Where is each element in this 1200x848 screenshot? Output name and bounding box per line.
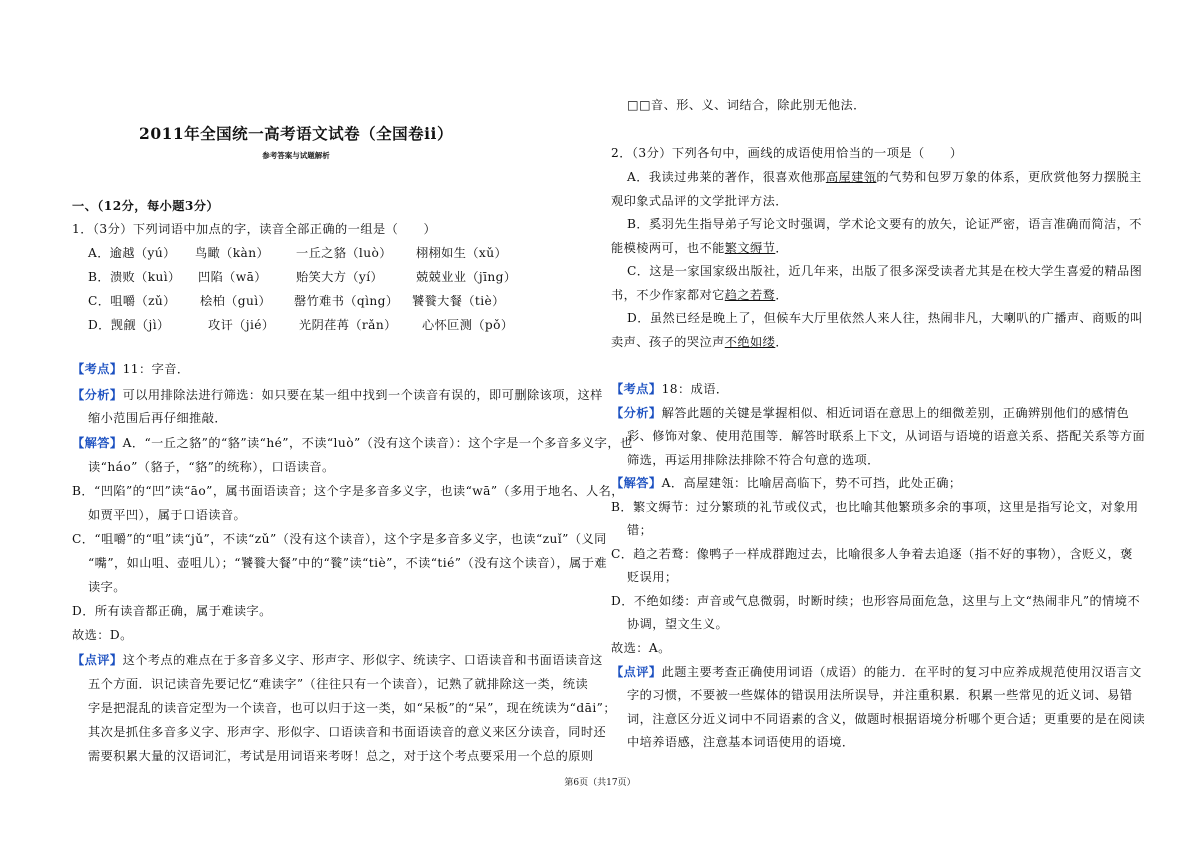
q1-option-d2: 攻讦（jié） bbox=[208, 318, 275, 332]
kaodian-text: 18：成语． bbox=[661, 382, 729, 396]
q2-jieda-line: 贬误用； bbox=[627, 570, 678, 584]
q2-fenxi-line: 彩、修饰对象、使用范围等．解答时联系上下文，从词语与语境的语意关系、搭配关系等方面 bbox=[627, 429, 1146, 443]
q2-stem: 2．（3分）下列各句中，画线的成语使用恰当的一项是（ ） bbox=[611, 146, 963, 160]
q2-dianping-line: 词，注意区分近义词中不同语素的含义，做题时根据语境分析哪个更合适；更重要的是在阅读 bbox=[627, 712, 1146, 726]
q1-jieda-line: D．所有读音都正确，属于难读字。 bbox=[72, 604, 272, 618]
q1-option-a3: 一丘之貉（luò） bbox=[296, 246, 392, 260]
q1-option-c2: 桧柏（guì） bbox=[200, 294, 272, 308]
q1-option-b1: B．溃败（kuì） bbox=[88, 270, 181, 284]
page-title: 2011年全国统一高考语文试卷（全国卷ii） bbox=[139, 124, 453, 143]
q1-dianping-line: 字是把混乱的读音定型为一个读音，也可以归于这一类，如“呆板”的“呆”，现在统读为“dāi”； bbox=[88, 701, 616, 715]
q1-option-b2: 凹陷（wā） bbox=[198, 270, 267, 284]
q1-fenxi-line: 缩小范围后再仔细推敲． bbox=[88, 411, 228, 425]
q2-option-b: B．奚羽先生指导弟子写论文时强调，学术论文要有的放矢，论证严密，语言准确而简洁，不 bbox=[627, 217, 1142, 231]
q2-b-end: ． bbox=[775, 241, 788, 255]
kaodian-text: 11：字音． bbox=[122, 362, 190, 376]
q1-kaodian bbox=[72, 361, 190, 377]
fenxi-tag: 【分析】 bbox=[72, 388, 123, 402]
q2-d-idiom: 不绝如缕 bbox=[724, 335, 776, 349]
dianping-tag: 【点评】 bbox=[611, 665, 662, 679]
kaodian-tag: 【考点】 bbox=[611, 382, 662, 396]
q2-c-idiom: 趋之若鹜 bbox=[724, 288, 776, 302]
q2-option-d-line bbox=[611, 334, 788, 350]
q1-jieda bbox=[72, 435, 633, 451]
page-footer: 第6页（共17页） bbox=[564, 778, 636, 788]
q1-option-d1: D．觊觎（jì） bbox=[88, 318, 170, 332]
q2-option-a-line: 观印象式品评的文学批评方法． bbox=[611, 194, 788, 208]
jieda-text: A．“一丘之貉”的“貉”读“hé”，不读“luò”（没有这个读音）：这个字是一个多音多义字，也 bbox=[122, 436, 633, 450]
q2-c-end: ． bbox=[775, 288, 788, 302]
q1-jieda-line: C．“咀嚼”的“咀”读“jǔ”，不读“zǔ”（没有这个读音），这个字是多音多义字，也读“zuǐ”（义同 bbox=[72, 532, 607, 546]
q1-option-d4: 心怀叵测（pǒ） bbox=[422, 318, 514, 332]
dianping-text: 这个考点的难点在于多音多义字、形声字、形似字、统读字、口语读音和书面语读音这 bbox=[122, 653, 603, 667]
section-heading: 一、（12分，每小题3分） bbox=[72, 199, 220, 213]
q2-answer: 故选：A。 bbox=[611, 641, 671, 655]
jieda-text: A．高屋建瓴：比喻居高临下，势不可挡，此处正确； bbox=[661, 476, 962, 490]
q2-dianping-line: 字的习惯，不要被一些媒体的错误用法所误导，并注重积累．积累一些常见的近义词、易错 bbox=[627, 688, 1133, 702]
jieda-tag: 【解答】 bbox=[611, 476, 662, 490]
q2-option-a bbox=[627, 169, 1142, 185]
q1-option-c1: C．咀嚼（zǔ） bbox=[88, 294, 176, 308]
q2-fenxi bbox=[611, 405, 1129, 421]
q1-dianping-line: 其次是抓住多音多义字、形声字、形似字、口语读音和书面语读音的意义来区分读音，同时还 bbox=[88, 725, 607, 739]
q2-jieda bbox=[611, 475, 961, 491]
q1-dianping-line: 五个方面．识记读音先要记忆“难读字”（往往只有一个读音），记熟了就排除这一类，统读 bbox=[88, 677, 589, 691]
q1-jieda-line: 如贾平凹），属于口语读音。 bbox=[88, 508, 247, 522]
q1-dianping-line: 需要积累大量的汉语词汇，考试是用词语来考呀！总之，对于这个考点要采用一个总的原则 bbox=[88, 749, 594, 763]
q2-option-d: D．虽然已经是晚上了，但候车大厅里依然人来人往，热闹非凡，大喇叭的广播声、商贩的叫 bbox=[627, 311, 1143, 325]
q2-dianping bbox=[611, 664, 1142, 680]
dianping-text: 此题主要考查正确使用词语（成语）的能力．在平时的复习中应养成规范使用汉语言文 bbox=[661, 665, 1142, 679]
q2-b-text: 能模棱两可，也不能 bbox=[611, 241, 725, 255]
q1-option-a4: 栩栩如生（xǔ） bbox=[416, 246, 508, 260]
q1-option-c3: 罄竹难书（qìng） bbox=[294, 294, 399, 308]
q2-a-text2: 的气势和包罗万象的体系，更欣赏他努力摆脱主 bbox=[876, 170, 1142, 184]
q1-answer: 故选：D。 bbox=[72, 628, 133, 642]
q1-jieda-line: 读字。 bbox=[88, 580, 126, 594]
q2-d-text: 卖声、孩子的哭泣声 bbox=[611, 335, 725, 349]
q2-fenxi-line: 筛选，再运用排除法排除不符合句意的选项． bbox=[627, 453, 880, 467]
q1-jieda-line: “嘴”，如山咀、壶咀儿）；“饕餮大餐”中的“餮”读“tiè”，不读“tié”（没有这个读音），属于难 bbox=[88, 556, 607, 570]
q1-stem: 1．（3分）下列词语中加点的字，读音全部正确的一组是（ ） bbox=[72, 222, 437, 236]
q2-jieda-line: B．繁文缛节：过分繁琐的礼节或仪式，也比喻其他繁琐多余的事项，这里是指写论文，对象用 bbox=[611, 500, 1139, 514]
q2-option-c-line bbox=[611, 287, 788, 303]
q2-jieda-line: D．不绝如缕：声音或气息微弱，时断时续；也形容局面危急，这里与上文“热闹非凡”的情境不 bbox=[611, 594, 1141, 608]
q1-dianping bbox=[72, 652, 603, 668]
q2-kaodian bbox=[611, 381, 729, 397]
q2-jieda-line: 错； bbox=[627, 523, 653, 537]
q2-b-idiom: 繁文缛节 bbox=[724, 241, 776, 255]
q2-option-c: C．这是一家国家级出版社，近几年来，出版了很多深受读者尤其是在校大学生喜爱的精品图 bbox=[627, 264, 1143, 278]
jieda-tag: 【解答】 bbox=[72, 436, 123, 450]
fenxi-text: 可以用排除法进行筛选：如只要在某一组中找到一个读音有误的，即可删除该项，这样 bbox=[122, 388, 603, 402]
page-subtitle: 参考答案与试题解析 bbox=[262, 151, 330, 160]
kaodian-tag: 【考点】 bbox=[72, 362, 123, 376]
q1-option-a2: 鸟瞰（kàn） bbox=[195, 246, 270, 260]
continued-text: □□音、形、义、词结合，除此别无他法． bbox=[627, 98, 866, 112]
dianping-tag: 【点评】 bbox=[72, 653, 123, 667]
q2-d-end: ． bbox=[775, 335, 788, 349]
q2-jieda-line: 协调，望文生义。 bbox=[627, 617, 729, 631]
q2-dianping-line: 中培养语感，注意基本词语使用的语境． bbox=[627, 735, 855, 749]
q2-a-idiom: 高屋建瓴 bbox=[825, 170, 877, 184]
q2-option-b-line bbox=[611, 240, 788, 256]
q1-option-d3: 光阴荏苒（rǎn） bbox=[299, 318, 397, 332]
q2-a-text: A．我读过弗莱的著作，很喜欢他那 bbox=[627, 170, 826, 184]
q1-fenxi bbox=[72, 387, 603, 403]
fenxi-text: 解答此题的关键是掌握相似、相近词语在意思上的细微差别，正确辨别他们的感情色 bbox=[661, 406, 1130, 420]
q1-jieda-line: 读“háo”（貉子，“貉”的统称），口语读音。 bbox=[88, 460, 335, 474]
q1-jieda-line: B．“凹陷”的“凹”读“āo”，属书面语读音；这个字是多音多义字，也读“wā”（多用于地名、人名， bbox=[72, 484, 624, 498]
fenxi-tag: 【分析】 bbox=[611, 406, 662, 420]
q1-option-c4: 饕餮大餐（tiè） bbox=[412, 294, 505, 308]
q1-option-b3: 贻笑大方（yí） bbox=[296, 270, 384, 284]
q1-option-a1: A．逾越（yú） bbox=[88, 246, 176, 260]
q2-jieda-line: C．趋之若鹜：像鸭子一样成群跑过去，比喻很多人争着去追逐（指不好的事物），含贬义，褒 bbox=[611, 547, 1133, 561]
q2-c-text: 书，不少作家都对它 bbox=[611, 288, 725, 302]
q1-option-b4: 兢兢业业（jīng） bbox=[416, 270, 517, 284]
